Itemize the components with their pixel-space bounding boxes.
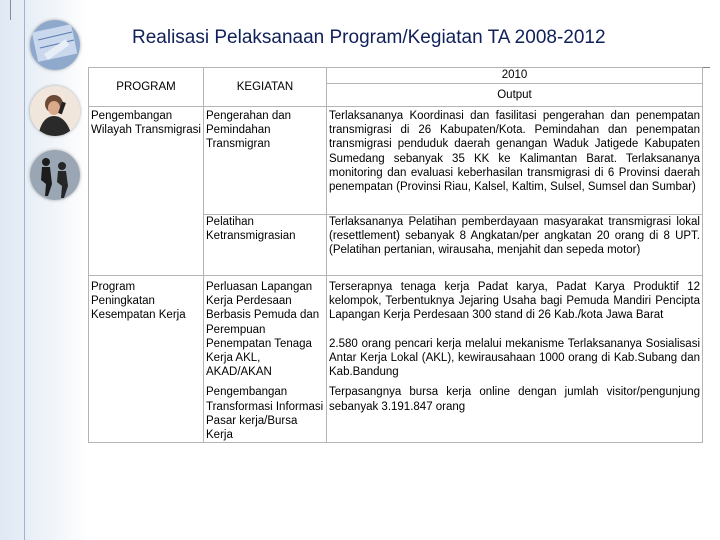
output-cell: Terlaksananya Pelatihan pemberdayaan masyarakat transmigrasi lokal (resettlement) sebanyak 8 Angkatan/per angkatan 20 orang di 8 UPT. (Pelatihan pertanian, wirausaha, menjahit dan sepeda motor) xyxy=(327,215,703,276)
header-program: PROGRAM xyxy=(89,68,204,107)
program-cell: Pengembangan Wilayah Transmigrasi xyxy=(89,107,204,276)
business-people-walking-photo xyxy=(30,150,80,200)
output-cell: 2.580 orang pencari kerja melalui mekanisme Terlaksananya Sosialisasi Antar Kerja Lokal (AKL), kewirausahaan 1000 orang di Kab.Subang dan Kab.Bandung xyxy=(327,337,703,380)
kegiatan-cell: Pengerahan dan Pemindahan Transmigran xyxy=(204,107,327,215)
header-year: 2010 xyxy=(327,68,703,84)
left-decorative-strip xyxy=(0,0,88,540)
program-realization-table xyxy=(88,67,703,443)
kegiatan-cell: Pengembangan Transformasi Informasi Pasar kerja/Bursa Kerja xyxy=(204,379,327,442)
output-cell: Terlaksananya Koordinasi dan fasilitasi pengerahan dan penempatan transmigrasi di 26 Kabupaten/Kota. Pemindahan dan penempatan transmigrasi penduduk daerah genangan Waduk Jatigede Kabupaten Sumedang sebanyak 35 KK ke Kalimantan Barat. Terlaksananya monitoring dan evaluasi keberhasilan transmigrasi di 6 Provinsi daerah penempatan (Provinsi Riau, Kalsel, Kaltim, Sulsel, Sumsel dan Sumbar) xyxy=(327,107,703,215)
output-cell: Terserapnya tenaga kerja Padat karya, Padat Karya Produktif 12 kelompok, Terbentuknya Jejaring Usaha bagi Pemuda Mandiri Pencipta Lapangan Kerja Perdesaan 300 stand di 26 Kab./kota Jawa Barat xyxy=(327,276,703,337)
kegiatan-cell: Perluasan Lapangan Kerja Perdesaan Berbasis Pemuda dan Perempuan xyxy=(204,276,327,337)
blueprint-photo xyxy=(30,20,80,70)
slide-title: Realisasi Pelaksanaan Program/Kegiatan TA 2008-2012 xyxy=(132,27,606,48)
decorative-vertical-line xyxy=(24,0,25,540)
table-row xyxy=(89,276,703,337)
kegiatan-cell: Penempatan Tenaga Kerja AKL, AKAD/AKAN xyxy=(204,337,327,380)
program-cell: Program Peningkatan Kesempatan Kerja xyxy=(89,276,204,443)
kegiatan-cell: Pelatihan Ketransmigrasian xyxy=(204,215,327,276)
table-row xyxy=(89,107,703,215)
decorative-vertical-line-short xyxy=(10,0,11,20)
header-output: Output xyxy=(327,84,703,107)
header-kegiatan: KEGIATAN xyxy=(204,68,327,107)
businessman-phone-photo xyxy=(30,86,80,136)
output-cell: Terpasangnya bursa kerja online dengan jumlah visitor/pengunjung sebanyak 3.191.847 orang xyxy=(327,379,703,442)
